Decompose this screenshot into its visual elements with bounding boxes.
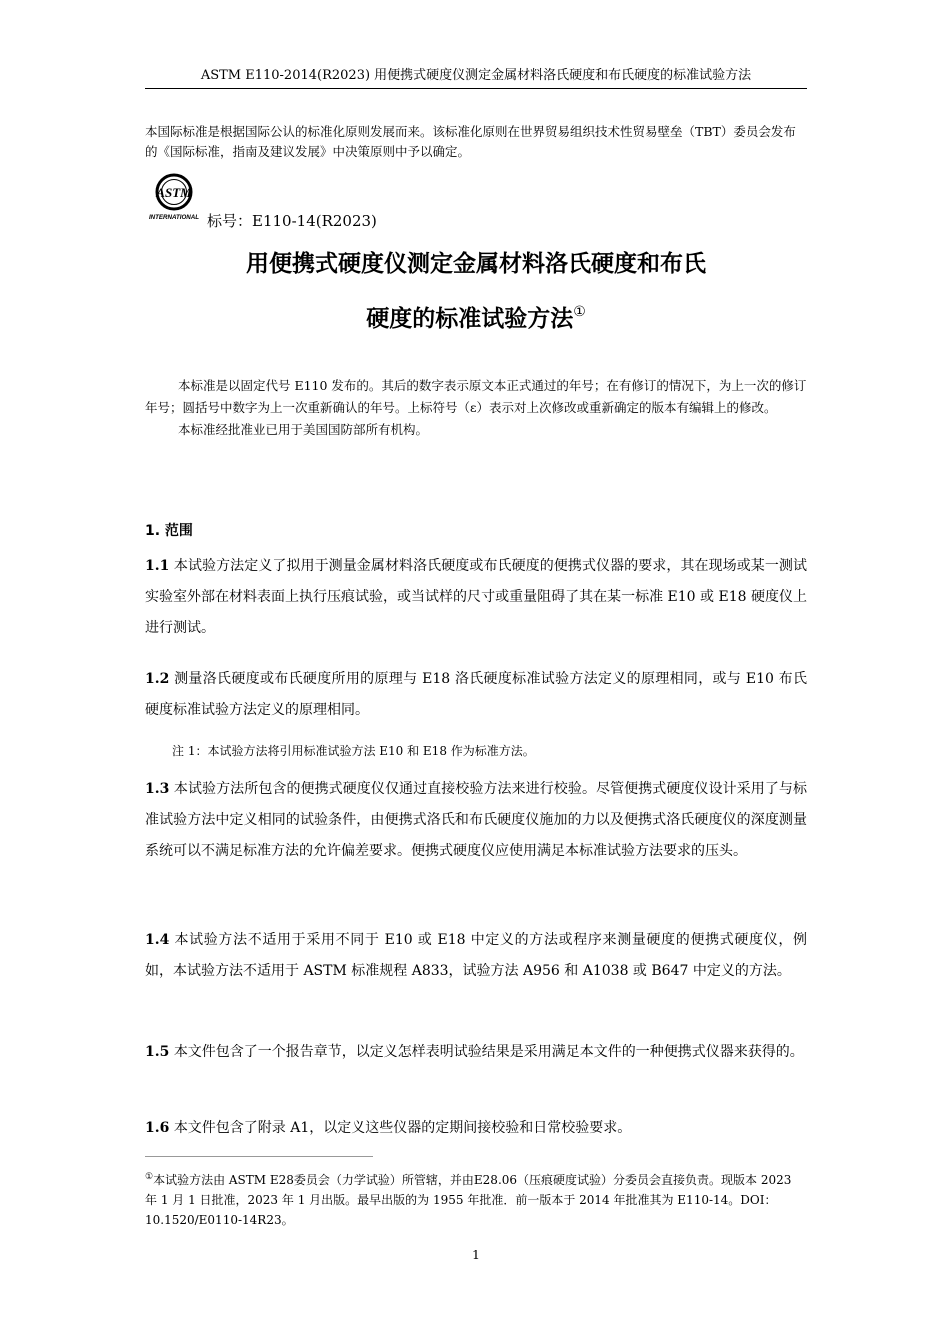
title-line-2 [145,298,807,333]
logo-letters: ASTM [156,185,192,200]
clause-number: 1.1 [145,558,170,574]
designation: 标号：E110-14(R2023) [207,212,377,230]
page-number: 1 [472,1247,480,1262]
clause-number: 1.6 [145,1120,170,1136]
footnote-mark: ① [145,1172,154,1182]
clause-text: 本试验方法定义了拟用于测量金属材料洛氏硬度或布氏硬度的便携式仪器的要求，其在现场或某一测试实验室外部在材料表面上执行压痕试验，或当试样的尺寸或重量阻碍了其在某一标准 E10 或 E18 硬度仪上进行测试。 [145,558,808,636]
clause-number: 1.3 [145,781,170,797]
standard-notice [145,375,807,441]
clause-text: 本试验方法所包含的便携式硬度仪仅通过直接校验方法来进行校验。尽管便携式硬度仪设计采用了与标准试验方法中定义相同的试验条件，由便携式洛氏和布氏硬度仪施加的力以及便携式洛氏硬度仪的深度测量系统可以不满足标准方法的允许偏差要求。便携式硬度仪应使用满足本标准试验方法要求的压头。 [145,781,808,859]
clause-1-2 [145,664,807,726]
clause-number: 1.4 [145,932,170,948]
title-footnote-mark: ① [573,304,586,320]
header-rule [145,88,807,89]
footnote [145,1167,807,1230]
clause-1-5 [145,1037,807,1068]
clause-number: 1.2 [145,671,170,687]
clause-text: 本试验方法不适用于采用不同于 E10 或 E18 中定义的方法或程序来测量硬度的便携式硬度仪，例如，本试验方法不适用于 ASTM 标准规程 A833，试验方法 A956 和 A1038 或 B647 中定义的方法。 [145,932,807,979]
notice-paragraph: 本标准经批准业已用于美国国防部所有机构。 [178,422,429,437]
note-1: 注 1：本试验方法将引用标准试验方法 E10 和 E18 作为标准方法。 [172,744,535,758]
footnote-rule [145,1156,373,1157]
clause-1-4 [145,925,807,987]
footnote-text: 本试验方法由 ASTM E28委员会（力学试验）所管辖，并由E28.06（压痕硬度试验）分委员会直接负责。现版本 2023 年 1 月 1 日批准，2023 年 1 月出版。最早出版的为 1955 年批准．前一版本于 2014 年批准其为 E110-14。DOI：10.1520/E0110-14R23。 [145,1173,792,1227]
section-heading-scope: 1. 范围 [145,523,193,539]
clause-1-1 [145,551,807,644]
astm-logo [145,171,203,223]
clause-text: 测量洛氏硬度或布氏硬度所用的原理与 E18 洛氏硬度标准试验方法定义的原理相同，或与 E10 布氏硬度标准试验方法定义的原理相同。 [145,671,807,718]
clause-1-6 [145,1113,807,1144]
title-line-2-text: 硬度的标准试验方法 [366,306,574,332]
intro-statement: 本国际标准是根据国际公认的标准化原则发展而来。该标准化原则在世界贸易组织技术性贸易壁垒（TBT）委员会发布的《国际标准，指南及建议发展》中决策原则中予以确定。 [145,124,796,159]
running-header: ASTM E110-2014(R2023) 用便携式硬度仪测定金属材料洛氏硬度和布氏硬度的标准试验方法 [200,68,752,83]
clause-text: 本文件包含了附录 A1，以定义这些仪器的定期间接校验和日常校验要求。 [173,1120,632,1136]
clause-number: 1.5 [145,1044,170,1060]
title-line-1: 用便携式硬度仪测定金属材料洛氏硬度和布氏 [246,251,706,277]
logo-caption: INTERNATIONAL [148,214,200,221]
clause-1-3 [145,774,807,867]
notice-paragraph: 本标准是以固定代号 E110 发布的。其后的数字表示原文本正式通过的年号；在有修订的情况下，为上一次的修订年号；圆括号中数字为上一次重新确认的年号。上标符号（ε）表示对上次修改或重新确定的版本有编辑上的修改。 [145,378,807,415]
clause-text: 本文件包含了一个报告章节，以定义怎样表明试验结果是采用满足本文件的一种便携式仪器来获得的。 [173,1044,804,1060]
